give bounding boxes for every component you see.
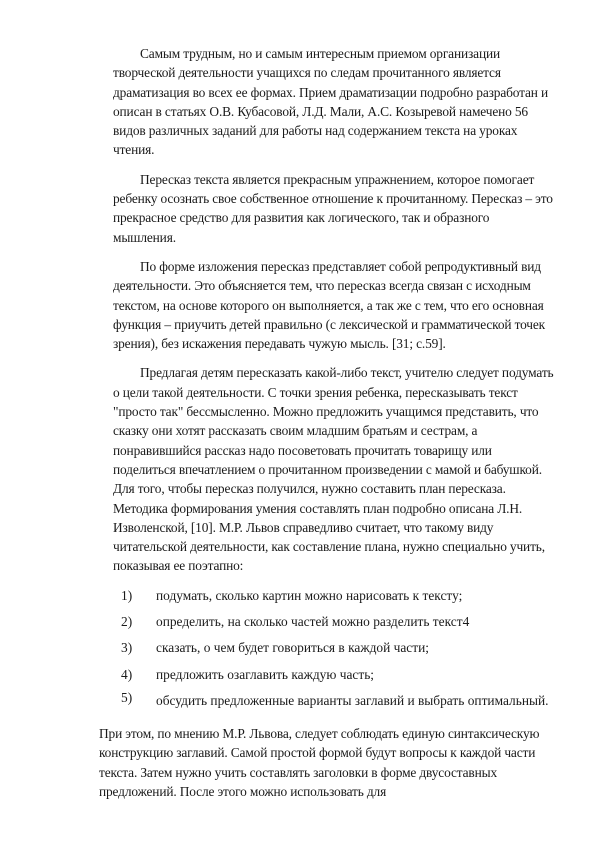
list-item bbox=[113, 586, 554, 605]
paragraph-closing: При этом, по мнению М.Р. Львова, следует соблюдать единую синтаксическую конструкцию заглавий. Самой простой формой будут вопросы к каждой части текста. Затем нужно учить составлять заголовки в форме двусоставных предложений. После этого можно использовать для bbox=[99, 725, 540, 799]
list-item bbox=[113, 688, 554, 714]
list-item bbox=[113, 638, 554, 657]
list-item-number: 1) bbox=[121, 587, 133, 603]
list-item-number: 2) bbox=[121, 614, 133, 630]
list-item-text: определить, на сколько частей можно разделить текст4 bbox=[156, 614, 470, 630]
list-item-text: обсудить предложенные варианты заглавий и выбрать оптимальный. bbox=[156, 692, 549, 708]
list-item-number: 4) bbox=[121, 666, 133, 682]
list-item bbox=[113, 612, 554, 631]
list-item-text: сказать, о чем будет говориться в каждой части; bbox=[156, 640, 429, 656]
steps-list bbox=[113, 586, 554, 714]
list-item-number: 3) bbox=[121, 640, 133, 656]
list-item bbox=[113, 665, 554, 684]
paragraph-plan: Предлагая детям пересказать какой-либо текст, учителю следует подумать о цели такой деятельности. С точки зрения ребенка, пересказывать текст "просто так" бессмысленно. Можно предложить учащимся представить, что сказку они хотят рассказать своим младшим братьям и сестрам, а понравившийся рассказ надо посоветовать прочитать товарищу или поделиться впечатлением о прочитанном произведении с мамой и бабушкой. Для того, чтобы пересказ получился, нужно составить план пересказа. Методика формирования умения составлять план подробно описана Л.Н. Изволенской, [10]. М.Р. Львов справедливо считает, что такому виду читательской деятельности, как составление плана, нужно специально учить, показывая ее поэтапно: bbox=[113, 365, 554, 574]
paragraph-reproductive: По форме изложения пересказ представляет собой репродуктивный вид деятельности. Это объясняется тем, что пересказ всегда связан с исходным текстом, на основе которого он выполняется, а так же с тем, что его основная функция – приучить детей правильно (с лексической и грамматической точек зрения), без искажения передавать чужую мысль. [31; с.59]. bbox=[113, 258, 546, 352]
paragraph-retelling: Пересказ текста является прекрасным упражнением, которое помогает ребенку осознать свое собственное отношение к прочитанному. Пересказ – это прекрасное средство для развития как логического, так и образного мышления. bbox=[113, 171, 553, 245]
list-item-number: 5) bbox=[121, 689, 133, 705]
document-page bbox=[99, 44, 554, 811]
list-item-text: предложить озаглавить каждую часть; bbox=[156, 666, 375, 682]
list-item-text: подумать, сколько картин можно нарисовать к тексту; bbox=[156, 587, 463, 603]
paragraph-dramatization: Самым трудным, но и самым интересным приемом организации творческой деятельности учащихся по следам прочитанного является драматизация во всех ее формах. Прием драматизации подробно разработан и описан в статьях О.В. Кубасовой, Л.Д. Мали, А.С. Козыревой намечено 56 видов различных заданий для работы над содержанием текста на уроках чтения. bbox=[113, 46, 549, 158]
